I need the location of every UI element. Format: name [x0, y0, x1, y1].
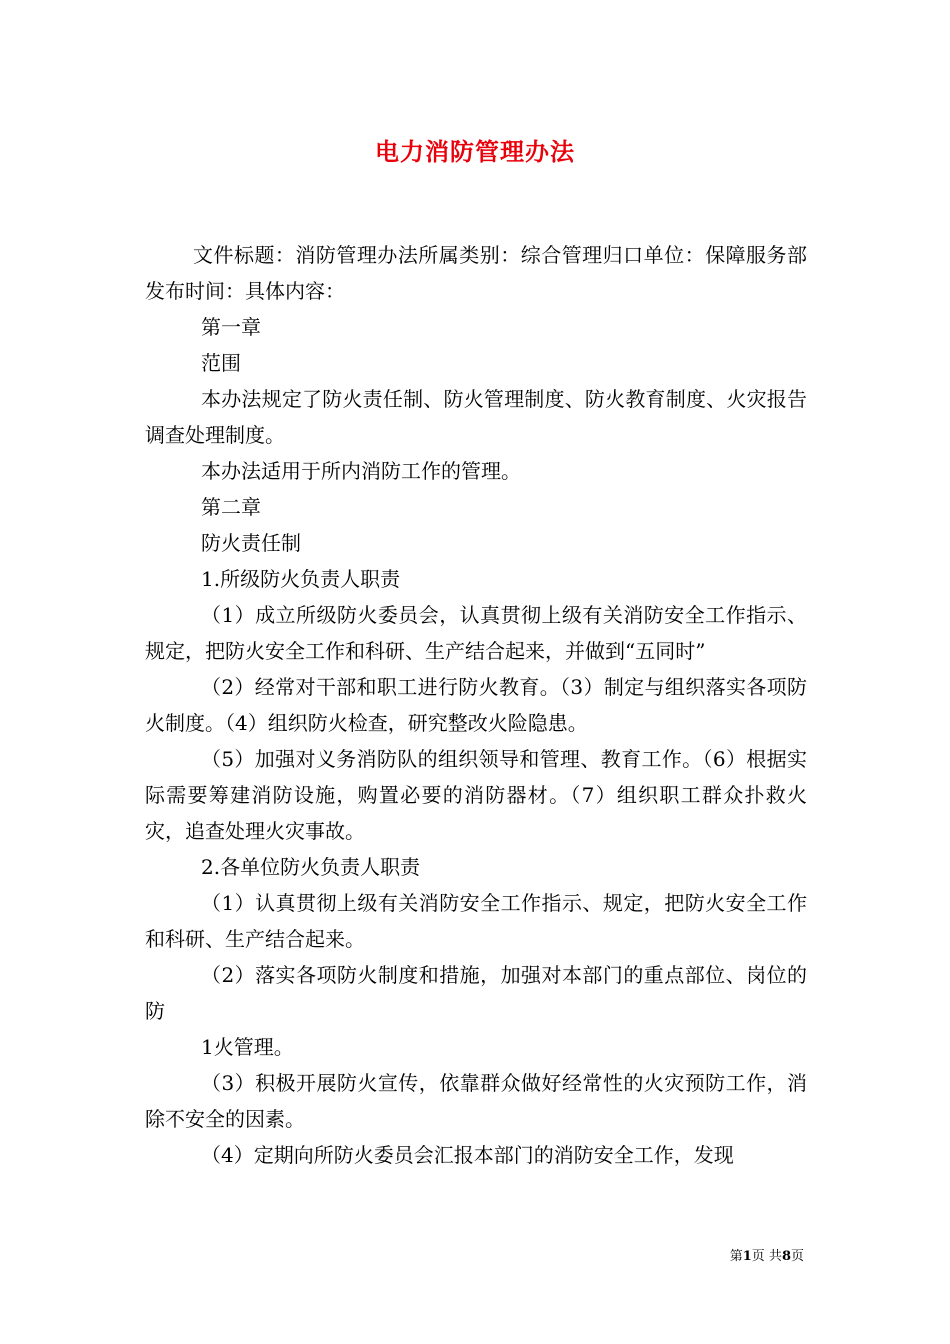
footer-total-pages: 8 — [781, 1249, 791, 1264]
footer-suffix: 页 — [790, 1249, 804, 1264]
list-heading-2: 2.各单位防火负责人职责 — [201, 855, 421, 879]
document-title: 电力消防管理办法 — [375, 137, 575, 166]
chapter-heading-2: 第二章 — [201, 495, 261, 519]
list-item: （3）积极开展防火宣传，依靠群众做好经常性的火灾预防工作，消除不安全的因素。 — [145, 1071, 807, 1131]
list-item-continuation: 1火管理。 — [201, 1035, 294, 1059]
list-item: （1）认真贯彻上级有关消防安全工作指示、规定，把防火安全工作和科研、生产结合起来。 — [145, 891, 807, 951]
list-item: （2）经常对干部和职工进行防火教育。（3）制定与组织落实各项防火制度。（4）组织防火检查，研究整改火险隐患。 — [145, 675, 807, 735]
page-footer — [730, 1245, 804, 1264]
list-item: （5）加强对义务消防队的组织领导和管理、教育工作。（6）根据实际需要筹建消防设施，购置必要的消防器材。（7）组织职工群众扑救火灾，追查处理火灾事故。 — [145, 747, 807, 843]
paragraph: 本办法适用于所内消防工作的管理。 — [201, 459, 521, 483]
paragraph-meta: 文件标题：消防管理办法所属类别：综合管理归口单位：保障服务部发布时间：具体内容： — [145, 243, 807, 303]
list-item: （2）落实各项防火制度和措施，加强对本部门的重点部位、岗位的防 — [145, 963, 807, 1023]
chapter-heading-1: 第一章 — [201, 315, 261, 339]
list-heading-1: 1.所级防火负责人职责 — [201, 567, 401, 591]
footer-middle: 页 共 — [751, 1249, 782, 1264]
list-item: （1）成立所级防火委员会，认真贯彻上级有关消防安全工作指示、规定，把防火安全工作和科研、生产结合起来，并做到“五同时” — [145, 603, 807, 663]
footer-current-page: 1 — [742, 1249, 752, 1264]
paragraph: 本办法规定了防火责任制、防火管理制度、防火教育制度、火灾报告调查处理制度。 — [145, 387, 807, 447]
footer-prefix: 第 — [729, 1249, 743, 1264]
section-heading-scope: 范围 — [201, 351, 241, 375]
list-item: （4）定期向所防火委员会汇报本部门的消防安全工作，发现 — [201, 1143, 734, 1167]
document-body — [145, 237, 807, 1173]
section-heading-responsibility: 防火责任制 — [201, 531, 301, 555]
